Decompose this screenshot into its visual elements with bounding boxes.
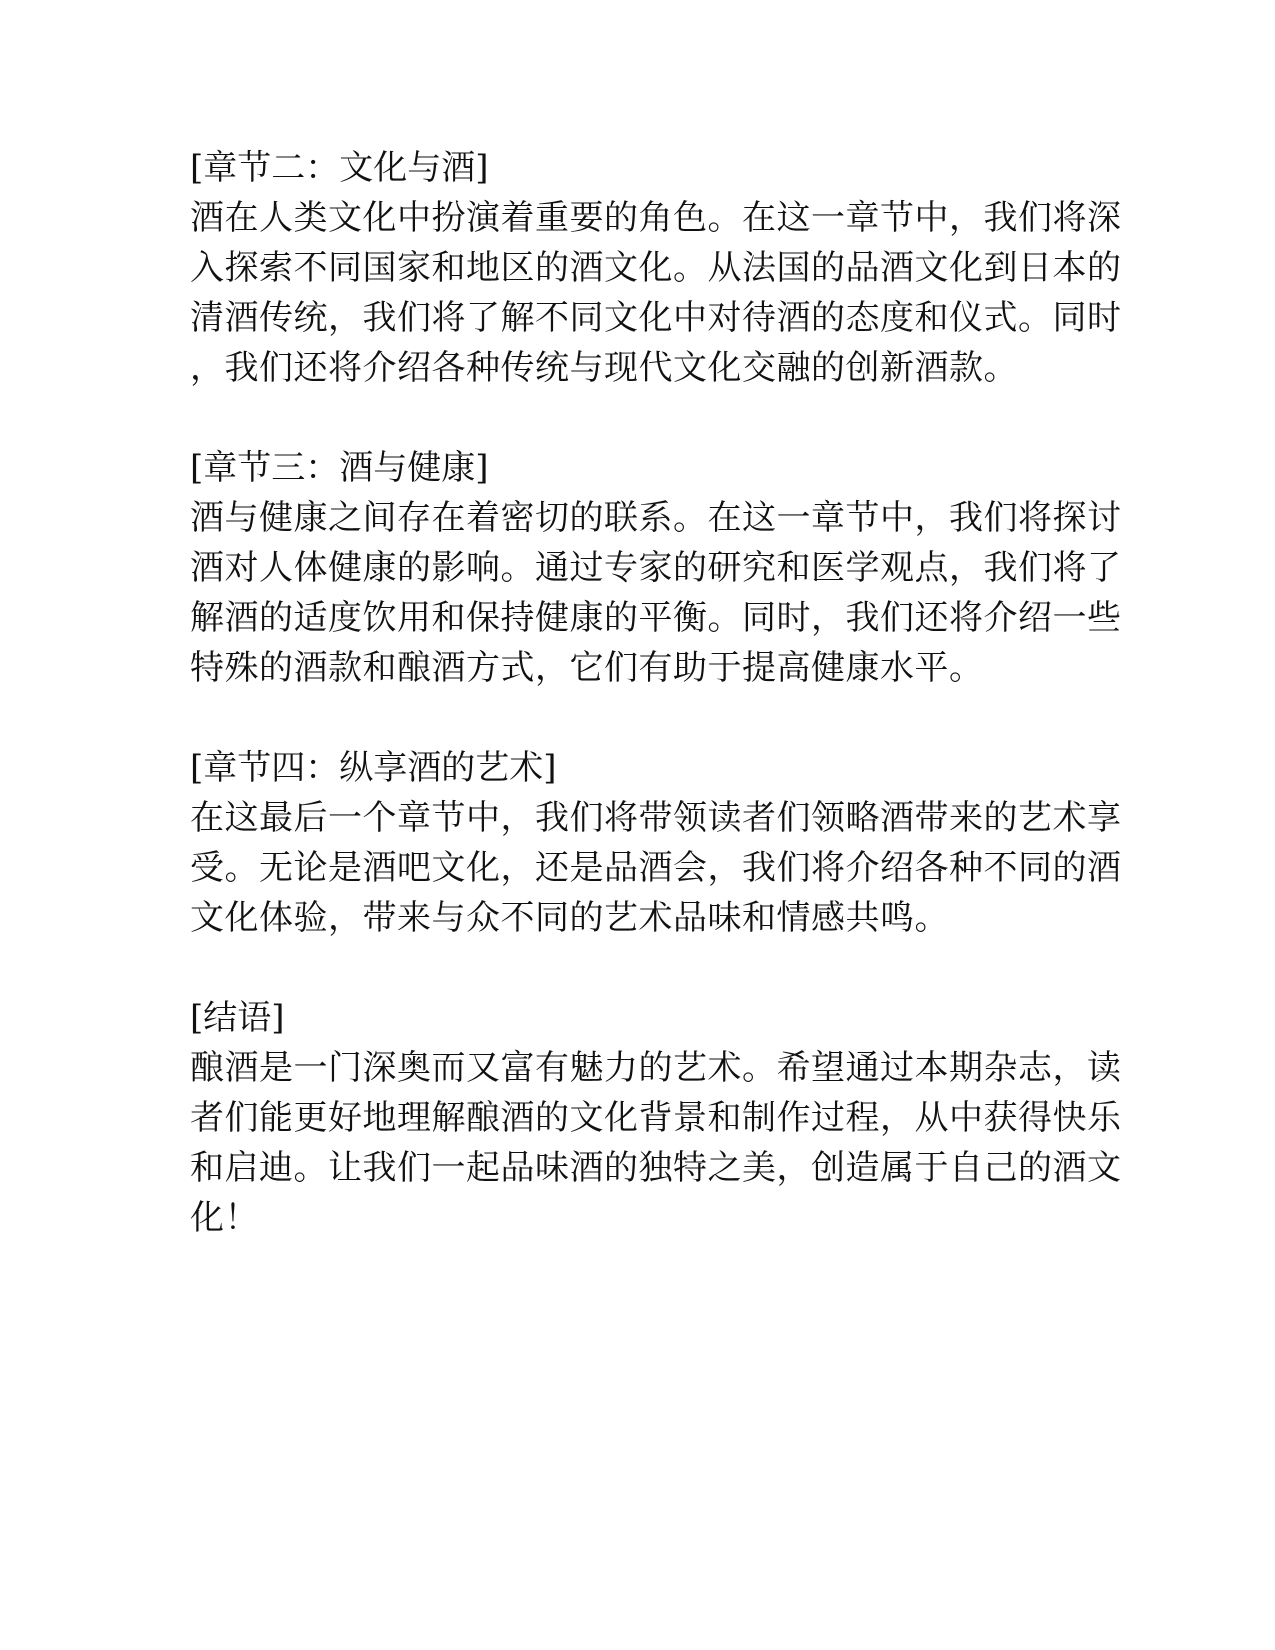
document-page	[190, 143, 1122, 1293]
section-chapter-4	[190, 743, 1122, 943]
paragraph-line: 酒在人类文化中扮演着重要的角色。在这一章节中，我们将深	[190, 198, 1122, 238]
paragraph-line: 特殊的酒款和酿酒方式，它们有助于提高健康水平。	[190, 648, 984, 688]
section-heading: [结语]	[190, 998, 285, 1038]
section-chapter-2	[190, 143, 1122, 393]
paragraph-line: 酒与健康之间存在着密切的联系。在这一章节中，我们将探讨	[190, 498, 1122, 538]
paragraph-line: ，我们还将介绍各种传统与现代文化交融的创新酒款。	[190, 348, 1018, 388]
paragraph-line: 化！	[190, 1198, 259, 1238]
paragraph-line: 者们能更好地理解酿酒的文化背景和制作过程，从中获得快乐	[190, 1098, 1122, 1138]
paragraph-line: 酒对人体健康的影响。通过专家的研究和医学观点，我们将了	[190, 548, 1122, 588]
paragraph-line: 受。无论是酒吧文化，还是品酒会，我们将介绍各种不同的酒	[190, 848, 1122, 888]
paragraph-line: 文化体验，带来与众不同的艺术品味和情感共鸣。	[190, 898, 949, 938]
paragraph-line: 清酒传统，我们将了解不同文化中对待酒的态度和仪式。同时	[190, 298, 1122, 338]
section-heading: [章节三：酒与健康]	[190, 448, 489, 488]
paragraph-line: 和启迪。让我们一起品味酒的独特之美，创造属于自己的酒文	[190, 1148, 1122, 1188]
section-conclusion	[190, 993, 1122, 1243]
paragraph-line: 入探索不同国家和地区的酒文化。从法国的品酒文化到日本的	[190, 248, 1122, 288]
section-heading: [章节四：纵享酒的艺术]	[190, 748, 557, 788]
section-chapter-3	[190, 443, 1122, 693]
paragraph-line: 酿酒是一门深奥而又富有魅力的艺术。希望通过本期杂志，读	[190, 1048, 1122, 1088]
paragraph-line: 在这最后一个章节中，我们将带领读者们领略酒带来的艺术享	[190, 798, 1122, 838]
paragraph-line: 解酒的适度饮用和保持健康的平衡。同时，我们还将介绍一些	[190, 598, 1122, 638]
section-heading: [章节二：文化与酒]	[190, 148, 489, 188]
